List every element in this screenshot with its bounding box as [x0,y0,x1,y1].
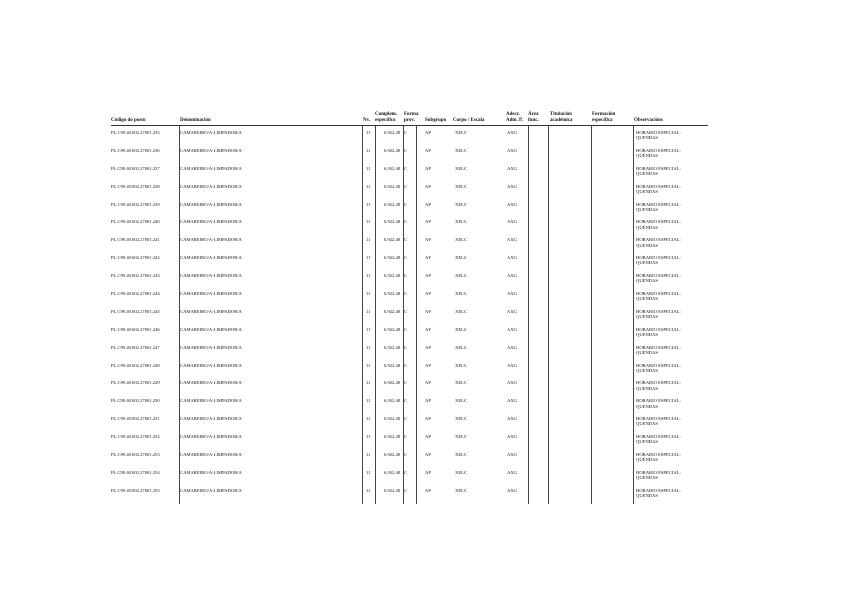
cell-subgrupo: AP [425,237,431,243]
cell-adscripcion: AXG [507,487,517,493]
cell-codigo: PL.C99.40.002.27001.251 [111,416,160,422]
cell-denominacion: CAMAREIRO/A-LIMPADOR/A [180,237,242,243]
observacions-line: HORARIO ESPECIAL: [636,165,681,171]
cell-complemento: 6.922,48 [384,308,401,314]
observacions-line: HORARIO ESPECIAL: [636,183,681,189]
cell-denominacion: CAMAREIRO/A-LIMPADOR/A [180,273,242,279]
header-titulacion-2: académica [550,118,573,123]
cell-nivel: 11 [366,452,371,458]
cell-codigo: PL.C99.40.002.27001.242 [111,255,160,261]
cell-observacions [636,488,706,498]
table-row [0,291,842,309]
observacions-line: QUENDAS [636,170,658,176]
cell-adscripcion: AXG [507,165,517,171]
cell-forma-provision: C [404,452,408,458]
cell-corpo-escala: XELC [455,380,467,386]
cell-observacions [636,130,706,140]
cell-subgrupo: AP [425,416,431,422]
observacions-line: HORARIO ESPECIAL: [636,237,681,243]
cell-denominacion: CAMAREIRO/A-LIMPADOR/A [180,344,242,350]
cell-complemento: 6.922,48 [384,183,401,189]
cell-forma-provision: C [404,183,408,189]
cell-subgrupo: AP [425,487,431,493]
cell-denominacion: CAMAREIRO/A-LIMPADOR/A [180,291,242,297]
cell-denominacion: CAMAREIRO/A-LIMPADOR/A [180,255,242,261]
header-adscripcion-1: Adscr. [506,112,520,117]
cell-codigo: PL.C99.40.002.27001.245 [111,308,160,314]
cell-denominacion: CAMAREIRO/A-LIMPADOR/A [180,201,242,207]
cell-forma-provision: C [404,255,408,261]
cell-observacions [636,184,706,194]
cell-forma-provision: C [404,326,408,332]
header-nivel: Nv. [363,118,371,123]
cell-denominacion: CAMAREIRO/A-LIMPADOR/A [180,183,242,189]
table-row [0,184,842,202]
observacions-line: QUENDAS [636,242,658,248]
cell-corpo-escala: XELC [455,201,467,207]
observacions-line: HORARIO ESPECIAL: [636,469,681,475]
table-row [0,488,842,506]
observacions-line: HORARIO ESPECIAL: [636,273,681,279]
cell-corpo-escala: XELC [455,219,467,225]
cell-subgrupo: AP [425,434,431,440]
observacions-line: QUENDAS [636,367,658,373]
table-row [0,130,842,148]
header-titulacion-1: Titulación [550,112,572,117]
cell-subgrupo: AP [425,273,431,279]
cell-nivel: 11 [366,147,371,153]
cell-corpo-escala: XELC [455,469,467,475]
table-row [0,309,842,327]
cell-observacions [636,470,706,480]
cell-corpo-escala: XELC [455,165,467,171]
cell-forma-provision: C [404,362,408,368]
cell-forma-provision: C [404,165,408,171]
observacions-line: QUENDAS [636,385,658,391]
cell-nivel: 11 [366,344,371,350]
cell-nivel: 11 [366,255,371,261]
cell-subgrupo: AP [425,291,431,297]
observacions-line: QUENDAS [636,421,658,427]
cell-subgrupo: AP [425,165,431,171]
observacions-line: QUENDAS [636,475,658,481]
cell-denominacion: CAMAREIRO/A-LIMPADOR/A [180,362,242,368]
cell-subgrupo: AP [425,183,431,189]
cell-nivel: 11 [366,380,371,386]
cell-codigo: PL.C99.40.002.27001.239 [111,201,160,207]
cell-nivel: 11 [366,398,371,404]
observacions-line: HORARIO ESPECIAL: [636,434,681,440]
cell-corpo-escala: XELC [455,130,467,135]
cell-forma-provision: C [404,147,408,153]
cell-forma-provision: C [404,380,408,386]
cell-corpo-escala: XELC [455,344,467,350]
cell-forma-provision: C [404,416,408,422]
cell-observacions [636,237,706,247]
cell-complemento: 6.922,48 [384,326,401,332]
observacions-line: HORARIO ESPECIAL: [636,201,681,207]
cell-denominacion: CAMAREIRO/A-LIMPADOR/A [180,308,242,314]
cell-nivel: 11 [366,130,371,135]
observacions-line: HORARIO ESPECIAL: [636,147,681,153]
cell-nivel: 11 [366,183,371,189]
cell-adscripcion: AXG [507,201,517,207]
observacions-line: HORARIO ESPECIAL: [636,255,681,261]
cell-codigo: PL.C99.40.002.27001.244 [111,291,160,297]
cell-subgrupo: AP [425,326,431,332]
cell-corpo-escala: XELC [455,237,467,243]
cell-adscripcion: AXG [507,308,517,314]
header-forma-1: Forma [404,112,419,117]
observacions-line: HORARIO ESPECIAL: [636,308,681,314]
cell-adscripcion: AXG [507,219,517,225]
cell-corpo-escala: XELC [455,398,467,404]
cell-observacions [636,398,706,408]
cell-complemento: 6.922,48 [384,416,401,422]
observacions-line: QUENDAS [636,135,658,141]
cell-complemento: 6.922,48 [384,147,401,153]
cell-corpo-escala: XELC [455,416,467,422]
cell-observacions [636,345,706,355]
cell-subgrupo: AP [425,308,431,314]
cell-codigo: PL.C99.40.002.27001.253 [111,452,160,458]
cell-subgrupo: AP [425,255,431,261]
cell-adscripcion: AXG [507,469,517,475]
header-complemento-1: Complem. [375,112,398,117]
cell-forma-provision: C [404,237,408,243]
observacions-line: QUENDAS [636,278,658,284]
cell-adscripcion: AXG [507,362,517,368]
table-row [0,380,842,398]
cell-adscripcion: AXG [507,273,517,279]
cell-adscripcion: AXG [507,416,517,422]
cell-subgrupo: AP [425,344,431,350]
cell-denominacion: CAMAREIRO/A-LIMPADOR/A [180,416,242,422]
cell-complemento: 6.922,48 [384,237,401,243]
cell-complemento: 6.922,48 [384,487,401,493]
cell-complemento: 6.922,48 [384,452,401,458]
table-row [0,452,842,470]
cell-nivel: 11 [366,219,371,225]
table-row [0,327,842,345]
cell-codigo: PL.C99.40.002.27001.243 [111,273,160,279]
cell-subgrupo: AP [425,362,431,368]
cell-corpo-escala: XELC [455,308,467,314]
cell-nivel: 11 [366,487,371,493]
cell-observacions [636,255,706,265]
cell-complemento: 6.922,48 [384,273,401,279]
cell-complemento: 6.922,48 [384,469,401,475]
cell-observacions [636,363,706,373]
cell-corpo-escala: XELC [455,291,467,297]
cell-codigo: PL.C99.40.002.27001.254 [111,469,160,475]
table-row [0,202,842,220]
cell-complemento: 6.922,48 [384,165,401,171]
cell-observacions [636,380,706,390]
cell-codigo: PL.C99.40.002.27001.247 [111,344,160,350]
cell-observacions [636,273,706,283]
header-area-1: Área [528,112,539,117]
header-rule [111,125,708,126]
observacions-line: HORARIO ESPECIAL: [636,380,681,386]
cell-codigo: PL.C99.40.002.27001.238 [111,183,160,189]
observacions-line: QUENDAS [636,314,658,320]
cell-corpo-escala: XELC [455,434,467,440]
cell-codigo: PL.C99.40.002.27001.241 [111,237,160,243]
cell-denominacion: CAMAREIRO/A-LIMPADOR/A [180,219,242,225]
cell-forma-provision: C [404,291,408,297]
cell-corpo-escala: XELC [455,326,467,332]
header-denominacion: Denominación [180,118,211,123]
cell-adscripcion: AXG [507,237,517,243]
cell-complemento: 6.922,48 [384,434,401,440]
cell-subgrupo: AP [425,219,431,225]
table-row [0,148,842,166]
cell-forma-provision: C [404,219,408,225]
observacions-line: HORARIO ESPECIAL: [636,362,681,368]
cell-adscripcion: AXG [507,130,517,135]
cell-subgrupo: AP [425,380,431,386]
cell-forma-provision: C [404,398,408,404]
cell-corpo-escala: XELC [455,487,467,493]
cell-codigo: PL.C99.40.002.27001.255 [111,487,160,493]
cell-denominacion: CAMAREIRO/A-LIMPADOR/A [180,487,242,493]
header-formacion-1: Formación [592,112,616,117]
header-complemento-2: específico [375,118,396,123]
cell-observacions [636,148,706,158]
cell-complemento: 6.922,48 [384,398,401,404]
cell-corpo-escala: XELC [455,362,467,368]
cell-codigo: PL.C99.40.002.27001.248 [111,362,160,368]
cell-forma-provision: C [404,201,408,207]
cell-observacions [636,291,706,301]
cell-denominacion: CAMAREIRO/A-LIMPADOR/A [180,380,242,386]
cell-corpo-escala: XELC [455,183,467,189]
header-subgrupo: Subgrupo [425,118,447,123]
observacions-line: HORARIO ESPECIAL: [636,130,681,135]
table-body [0,130,842,506]
cell-adscripcion: AXG [507,326,517,332]
cell-forma-provision: C [404,487,408,493]
cell-denominacion: CAMAREIRO/A-LIMPADOR/A [180,326,242,332]
observacions-line: HORARIO ESPECIAL: [636,416,681,422]
cell-complemento: 6.922,48 [384,130,401,135]
header-codigo: Código do posto [111,118,146,123]
table-row [0,470,842,488]
cell-denominacion: CAMAREIRO/A-LIMPADOR/A [180,147,242,153]
observacions-line: QUENDAS [636,296,658,302]
header-corpo-escala: Corpo / Escala [453,118,485,123]
cell-codigo: PL.C99.40.002.27001.235 [111,130,160,135]
cell-codigo: PL.C99.40.002.27001.236 [111,147,160,153]
header-adscripcion-2: Adm. P. [506,118,523,123]
cell-nivel: 11 [366,469,371,475]
cell-denominacion: CAMAREIRO/A-LIMPADOR/A [180,130,242,135]
observacions-line: QUENDAS [636,403,658,409]
observacions-line: QUENDAS [636,188,658,194]
cell-nivel: 11 [366,273,371,279]
cell-forma-provision: C [404,273,408,279]
cell-codigo: PL.C99.40.002.27001.249 [111,380,160,386]
table-row [0,166,842,184]
cell-denominacion: CAMAREIRO/A-LIMPADOR/A [180,452,242,458]
cell-observacions [636,327,706,337]
observacions-line: QUENDAS [636,332,658,337]
header-formacion-2: específica [592,118,613,123]
observacions-line: HORARIO ESPECIAL: [636,219,681,225]
cell-codigo: PL.C99.40.002.27001.252 [111,434,160,440]
observacions-line: QUENDAS [636,260,658,266]
cell-corpo-escala: XELC [455,255,467,261]
cell-forma-provision: C [404,469,408,475]
cell-nivel: 11 [366,291,371,297]
cell-nivel: 11 [366,416,371,422]
cell-nivel: 11 [366,326,371,332]
cell-subgrupo: AP [425,130,431,135]
cell-complemento: 6.922,48 [384,219,401,225]
cell-nivel: 11 [366,201,371,207]
table-row [0,345,842,363]
cell-forma-provision: C [404,130,408,135]
cell-subgrupo: AP [425,469,431,475]
observacions-line: QUENDAS [636,439,658,445]
observacions-line: QUENDAS [636,349,658,355]
cell-observacions [636,202,706,212]
cell-codigo: PL.C99.40.002.27001.250 [111,398,160,404]
cell-denominacion: CAMAREIRO/A-LIMPADOR/A [180,165,242,171]
table-row [0,398,842,416]
observacions-line: QUENDAS [636,224,658,230]
cell-codigo: PL.C99.40.002.27001.237 [111,165,160,171]
cell-codigo: PL.C99.40.002.27001.240 [111,219,160,225]
observacions-line: HORARIO ESPECIAL: [636,452,681,458]
header-forma-2: prov. [404,118,415,123]
cell-adscripcion: AXG [507,183,517,189]
cell-observacions [636,219,706,229]
cell-codigo: PL.C99.40.002.27001.246 [111,326,160,332]
cell-subgrupo: AP [425,398,431,404]
observacions-line: QUENDAS [636,153,658,159]
observacions-line: HORARIO ESPECIAL: [636,398,681,404]
cell-complemento: 6.922,48 [384,362,401,368]
cell-adscripcion: AXG [507,452,517,458]
header-area-2: func. [528,118,539,123]
cell-nivel: 11 [366,434,371,440]
observacions-line: HORARIO ESPECIAL: [636,291,681,297]
observacions-line: QUENDAS [636,457,658,463]
table-row [0,363,842,381]
cell-denominacion: CAMAREIRO/A-LIMPADOR/A [180,434,242,440]
cell-adscripcion: AXG [507,291,517,297]
cell-adscripcion: AXG [507,434,517,440]
cell-forma-provision: C [404,308,408,314]
cell-complemento: 6.922,48 [384,291,401,297]
cell-observacions [636,452,706,462]
cell-adscripcion: AXG [507,344,517,350]
observacions-line: HORARIO ESPECIAL: [636,487,681,493]
cell-observacions [636,166,706,176]
cell-forma-provision: C [404,434,408,440]
cell-nivel: 11 [366,165,371,171]
table-row [0,219,842,237]
table-row [0,255,842,273]
cell-complemento: 6.922,48 [384,201,401,207]
observacions-line: QUENDAS [636,493,658,499]
cell-denominacion: CAMAREIRO/A-LIMPADOR/A [180,398,242,404]
cell-corpo-escala: XELC [455,147,467,153]
cell-nivel: 11 [366,237,371,243]
cell-subgrupo: AP [425,201,431,207]
cell-complemento: 6.922,48 [384,344,401,350]
cell-forma-provision: C [404,344,408,350]
cell-subgrupo: AP [425,452,431,458]
cell-complemento: 6.922,48 [384,380,401,386]
cell-subgrupo: AP [425,147,431,153]
cell-observacions [636,416,706,426]
observacions-line: QUENDAS [636,206,658,212]
cell-corpo-escala: XELC [455,273,467,279]
header-observacions: Observacións [634,118,663,123]
table-row [0,237,842,255]
observacions-line: HORARIO ESPECIAL: [636,344,681,350]
cell-complemento: 6.922,48 [384,255,401,261]
cell-nivel: 11 [366,308,371,314]
cell-adscripcion: AXG [507,380,517,386]
observacions-line: HORARIO ESPECIAL: [636,326,681,332]
cell-denominacion: CAMAREIRO/A-LIMPADOR/A [180,469,242,475]
cell-nivel: 11 [366,362,371,368]
table-row [0,416,842,434]
cell-adscripcion: AXG [507,147,517,153]
table-row [0,273,842,291]
cell-corpo-escala: XELC [455,452,467,458]
cell-observacions [636,434,706,444]
cell-adscripcion: AXG [507,398,517,404]
table-row [0,434,842,452]
cell-adscripcion: AXG [507,255,517,261]
cell-observacions [636,309,706,319]
